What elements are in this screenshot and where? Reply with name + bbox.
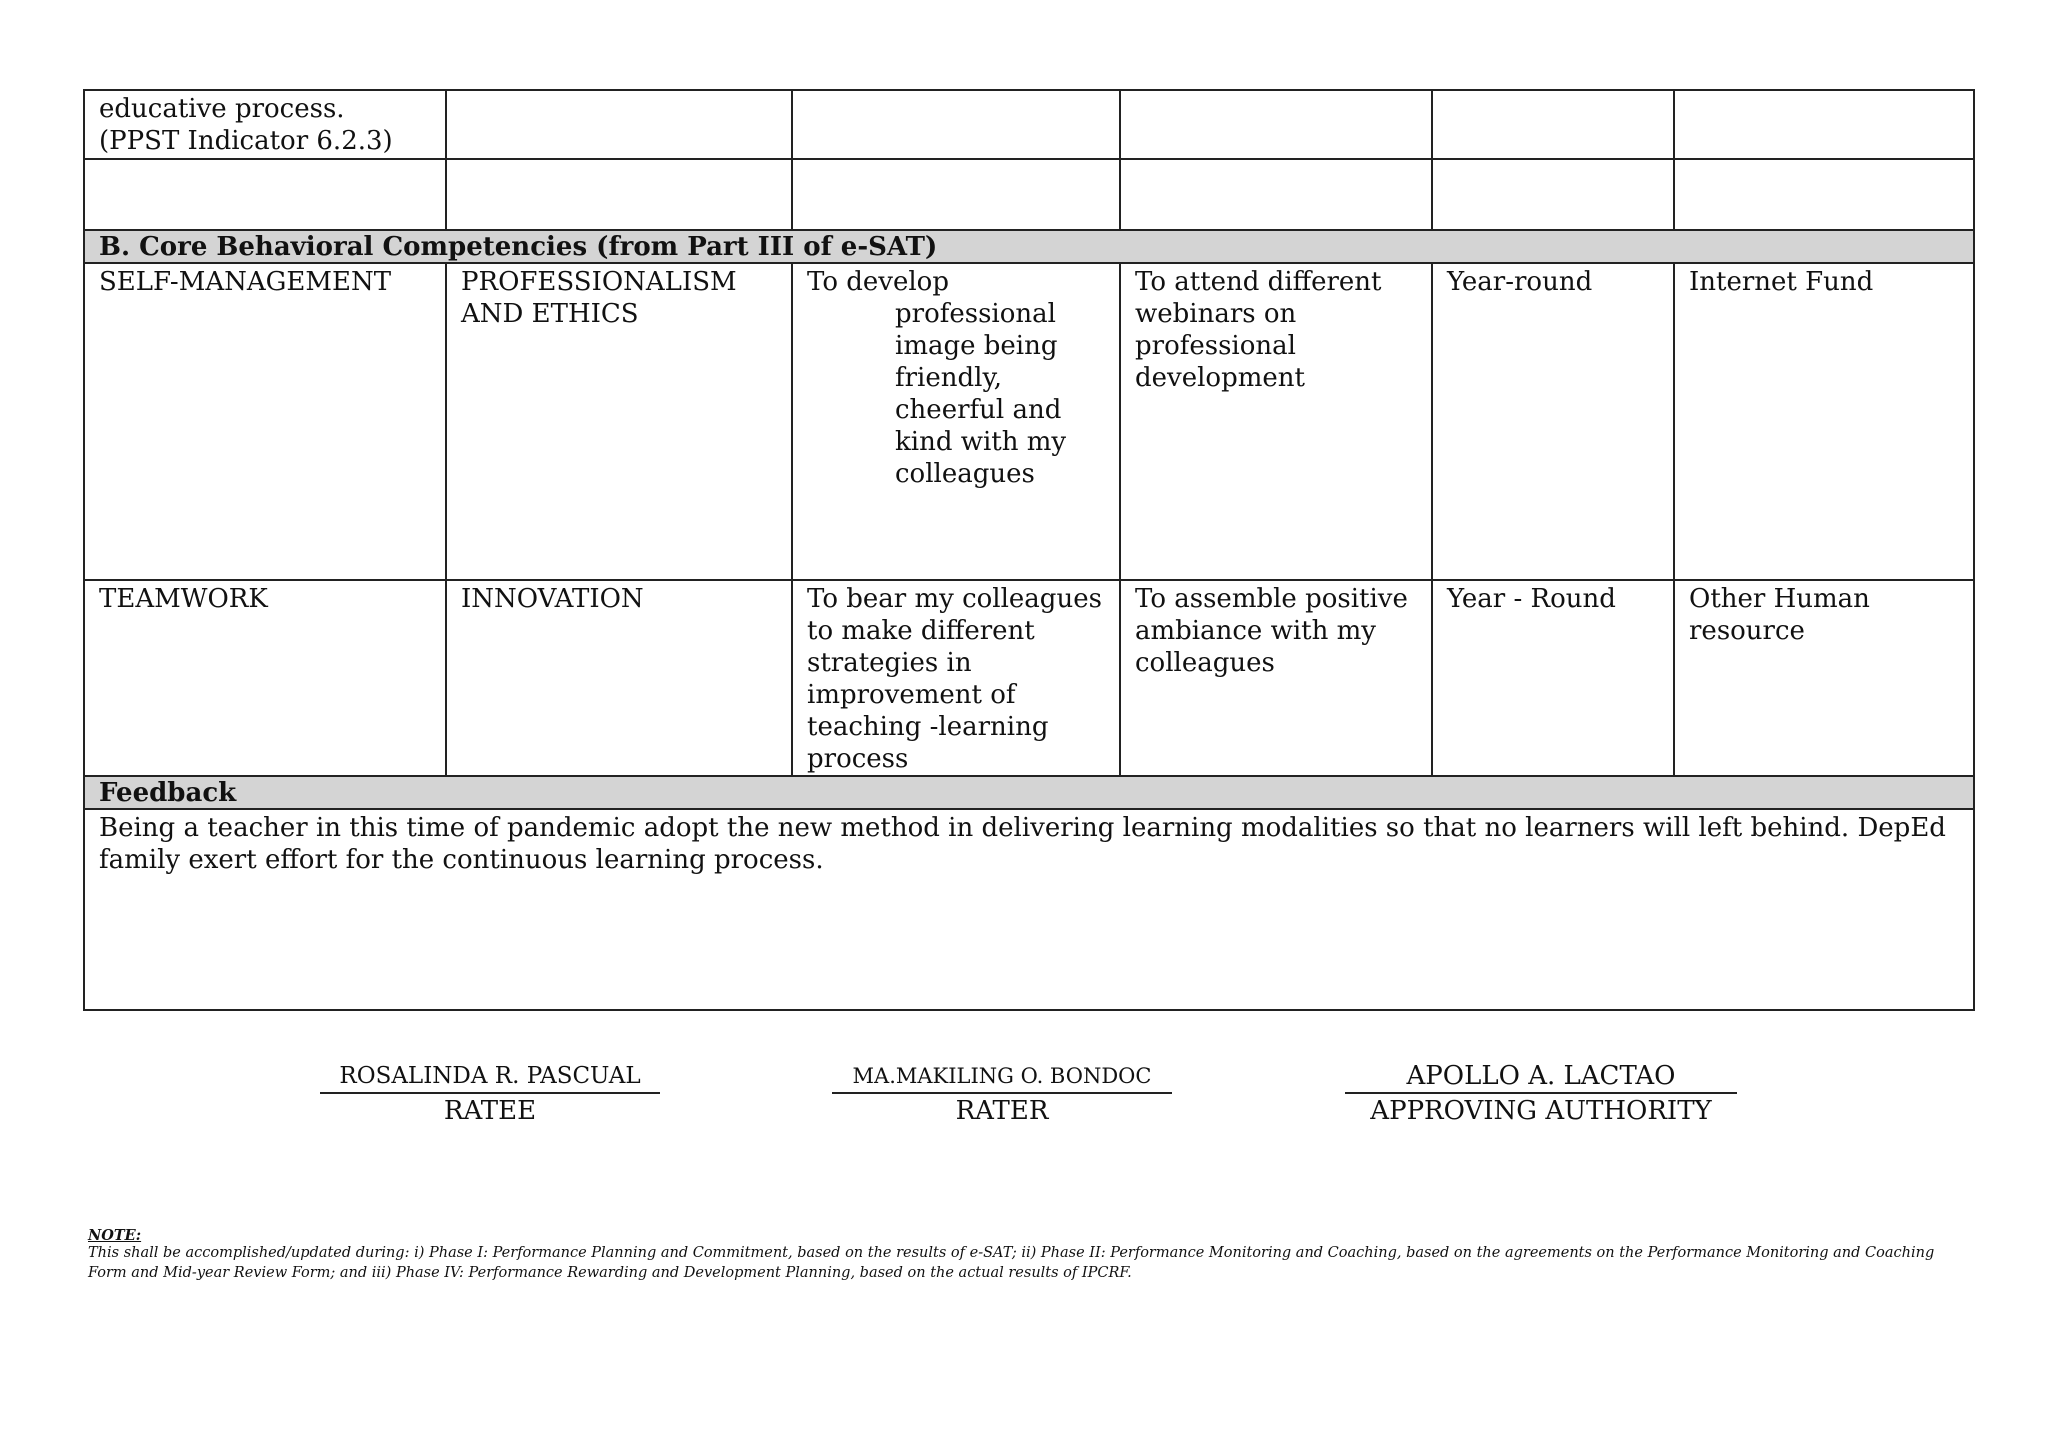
action-text-rest: professional image being friendly, cheerful and kind with my colleagues <box>895 299 1067 489</box>
rater-signature-block <box>832 1061 1172 1126</box>
table-cell <box>1674 90 1974 159</box>
section-header-row <box>84 776 1974 809</box>
table-cell <box>1432 90 1674 159</box>
table-cell <box>84 159 446 230</box>
competency-cell: TEAMWORK <box>84 580 446 776</box>
approver-name: APOLLO A. LACTAO <box>1345 1061 1737 1094</box>
feedback-text: Being a teacher in this time of pandemic adopt the new method in delivering learning modalities so that no learners will left behind. DepEd family exert effort for the continuous learning process. <box>84 809 1974 1010</box>
intervention-cell: To assemble positive ambiance with my colleagues <box>1120 580 1432 776</box>
ratee-signature-block <box>320 1061 660 1126</box>
table-cell <box>1120 90 1432 159</box>
table-cell <box>1432 159 1674 230</box>
resources-cell: Internet Fund <box>1674 263 1974 580</box>
table-cell <box>446 90 792 159</box>
ratee-name: ROSALINDA R. PASCUAL <box>320 1061 660 1094</box>
resources-cell: Other Human resource <box>1674 580 1974 776</box>
table-cell <box>1674 159 1974 230</box>
competency-cell: SELF-MANAGEMENT <box>84 263 446 580</box>
table-cell: educative process. (PPST Indicator 6.2.3) <box>84 90 446 159</box>
ratee-role: RATEE <box>443 1096 537 1126</box>
timeline-cell: Year-round <box>1432 263 1674 580</box>
action-cell: To bear my colleagues to make different strategies in improvement of teaching -learning process <box>792 580 1120 776</box>
table-row <box>84 159 1974 230</box>
objective-cell: PROFESSIONALISM AND ETHICS <box>446 263 792 580</box>
table-cell <box>792 159 1120 230</box>
note-label: NOTE: <box>88 1227 142 1244</box>
table-row <box>84 580 1974 776</box>
section-header-row <box>84 230 1974 263</box>
table-cell <box>792 90 1120 159</box>
action-text-first-line: To develop <box>807 267 949 297</box>
development-plan-table <box>83 89 1975 1011</box>
timeline-cell: Year - Round <box>1432 580 1674 776</box>
table-cell <box>446 159 792 230</box>
approver-role: APPROVING AUTHORITY <box>1370 1096 1712 1126</box>
approver-signature-block <box>1345 1061 1737 1126</box>
rater-role: RATER <box>955 1096 1049 1126</box>
table-cell <box>1120 159 1432 230</box>
table-row <box>84 90 1974 159</box>
feedback-title: Feedback <box>84 776 1974 809</box>
table-row <box>84 263 1974 580</box>
table-row <box>84 809 1974 1010</box>
rater-name: MA.MAKILING O. BONDOC <box>832 1061 1172 1094</box>
section-b-title: B. Core Behavioral Competencies (from Part III of e-SAT) <box>84 230 1974 263</box>
footnote <box>88 1229 1968 1283</box>
intervention-cell: To attend different webinars on professional development <box>1120 263 1432 580</box>
objective-cell: INNOVATION <box>446 580 792 776</box>
note-text: This shall be accomplished/updated during: i) Phase I: Performance Planning and Commitment, based on the results of e-SAT; ii) Phase II: Performance Monitoring and Coaching, based on the agreements on the Performance Monitoring and Coaching Form and Mid-year Review Form; and iii) Phase IV: Performance Rewarding and Development Planning, based on the actual results of IPCRF. <box>88 1245 1935 1281</box>
action-cell <box>792 263 1120 580</box>
